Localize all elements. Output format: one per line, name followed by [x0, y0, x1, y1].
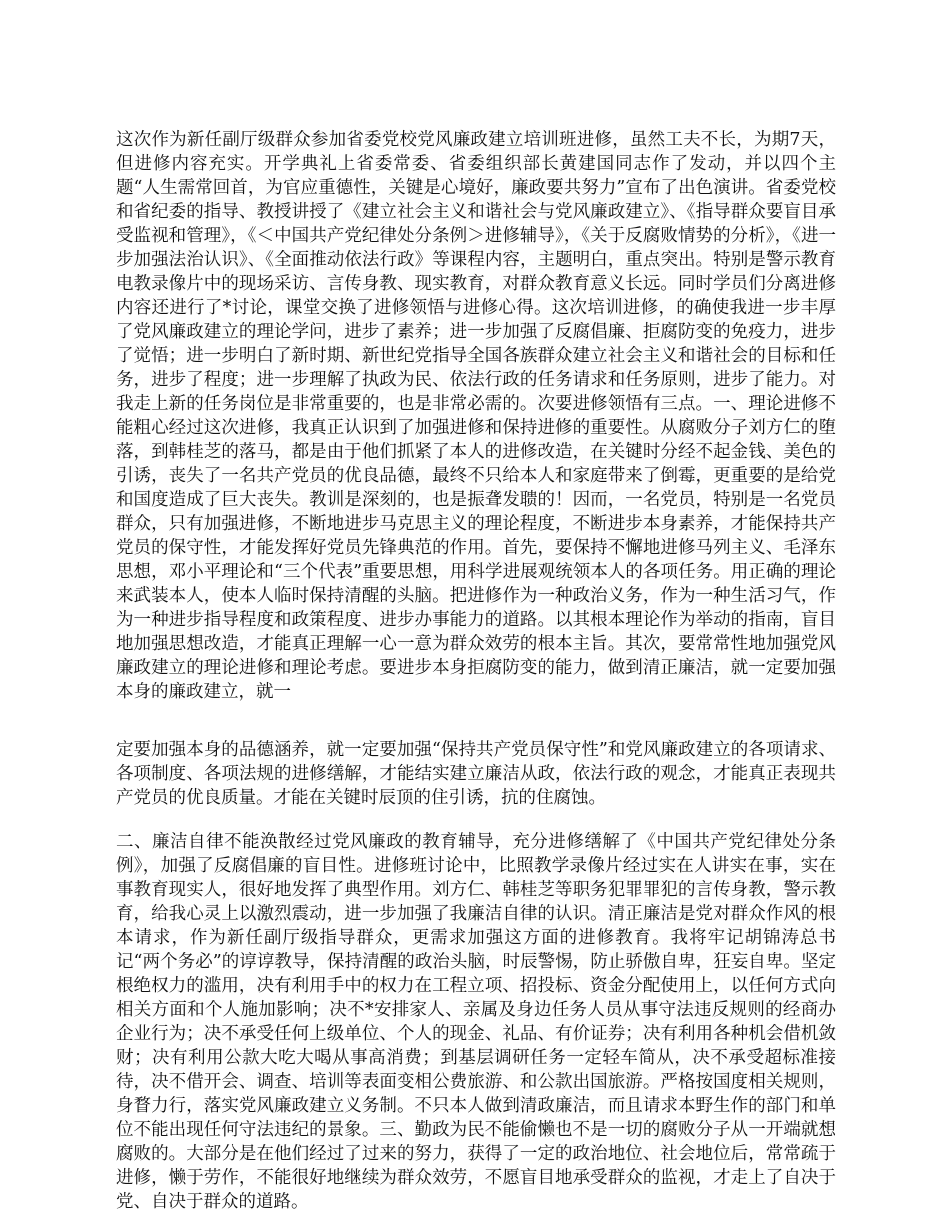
- paragraph-2: 定要加强本身的品德涵养，就一定要加强“保持共产党员保守性”和党风廉政建立的各项请求、各项制度、各项法规的进修缮解，才能结实建立廉洁从政，依法行政的观念，才能真正表现共产党员的优良质量。才能在关键时辰顶的住引诱，抗的住腐蚀。: [116, 740, 836, 808]
- paragraph-3: 二、廉洁自律不能涣散经过党风廉政的教育辅导，充分进修缮解了《中国共产党纪律处分条例》，加强了反腐倡廉的盲目性。进修班讨论中，比照教学录像片经过实在人讲实在事，实在事教育现实人，很好地发挥了典型作用。刘方仁、韩桂芝等职务犯罪罪犯的言传身教，警示教育，给我心灵上以激烈震动，进一步加强了我廉洁自律的认识。清正廉洁是党对群众作风的根本请求，作为新任副厅级指导群众，更需求加强这方面的进修教育。我将牢记胡锦涛总书记“两个务必”的谆谆教导，保持清醒的政治头脑，时辰警惕，防止骄傲自卑，狂妄自卑。坚定根绝权力的滥用，决有利用手中的权力在工程立项、招投标、资金分配使用上，以任何方式向相关方面和个人施加影响；决不*安排家人、亲属及身边任务人员从事守法违反规则的经商办企业行为；决不承受任何上级单位、个人的现金、礼品、有价证券；决有利用各种机会借机敛财；决有利用公款大吃大喝从事高消费；到基层调研任务一定轻车简从，决不承受超标准接待，决不借开会、调查、培训等表面变相公费旅游、和公款出国旅游。严格按国度相关规则，身瞀力行，落实党风廉政建立义务制。不只本人做到清政廉洁，而且请求本野生作的部门和单位不能出现任何守法违纪的景象。三、勤政为民不能偷懒也不是一切的腐败分子从一开端就想腐败的。大部分是在他们经过了过来的努力，获得了一定的政治地位、社会地位后，常常疏于进修，懒于劳作，不能很好地继续为群众效劳，不愿盲目地承受群众的监视，才走上了自决于党、自决于群众的道路。: [116, 832, 836, 1212]
- paragraph-gap: [116, 704, 836, 738]
- paragraph-1: 这次作为新任副厅级群众参加省委党校党风廉政建立培训班进修，虽然工夫不长，为期7天，但进修内容充实。开学典礼上省委常委、省委组织部长黄建国同志作了发动，并以四个主题“人生需常回首，为官应重德性，关键是心境好，廉政要共努力”宣布了出色演讲。省委党校和省纪委的指导、教授讲授了《建立社会主义和谐社会与党风廉政建立》、《指导群众要盲目承受监视和管理》，《＜中国共产党纪律处分条例＞进修辅导》，《关于反腐败情势的分析》，《进一步加强法治认识》、《全面推动依法行政》等课程内容，主题明白，重点突出。特别是警示教育电教录像片中的现场采访、言传身教、现实教育，对群众教育意义长远。同时学员们分离进修内容还进行了*讨论，课堂交换了进修领悟与进修心得。这次培训进修，的确使我进一步丰厚了党风廉政建立的理论学问，进步了素养；进一步加强了反腐倡廉、拒腐防变的免疫力，进步了觉悟；进一步明白了新时期、新世纪党指导全国各族群众建立社会主义和谐社会的目标和任务，进步了程度；进一步理解了执政为民、依法行政的任务请求和任务原则，进步了能力。对我走上新的任务岗位是非常重要的，也是非常必需的。次要进修领悟有三点。一、理论进修不能粗心经过这次进修，我真正认识到了加强进修和保持进修的重要性。从腐败分子刘方仁的堕落，到韩桂芝的落马，都是由于他们抓紧了本人的进修改造，在关键时分经不起金钱、美色的引诱，丧失了一名共产党员的优良品德，最终不只给本人和家庭带来了倒霉，更重要的是给党和国度造成了巨大丧失。教训是深刻的，也是振聋发聩的！因而，一名党员，特别是一名党员群众，只有加强进修，不断地进步马克思主义的理论程度，不断进步本身素养，才能保持共产党员的保守性，才能发挥好党员先锋典范的作用。首先，要保持不懈地进修马列主义、毛泽东思想，邓小平理论和“三个代表”重要思想，用科学进展观统领本人的各项任务。用正确的理论来武装本人，使本人临时保持清醒的头脑。把进修作为一种政治义务，作为一种生活习气，作为一种进步指导程度和政策程度、进步办事能力的道路。以其根本理论作为举动的指南，盲目地加强思想改造，才能真正理解一心一意为群众效劳的根本主旨。其次，要常常性地加强党风廉政建立的理论进修和理论考虑。要进步本身拒腐防变的能力，做到清正廉洁，就一定要加强本身的廉政建立，就一: [116, 130, 836, 702]
- document-page: [116, 128, 836, 1214]
- paragraph-gap: [116, 810, 836, 830]
